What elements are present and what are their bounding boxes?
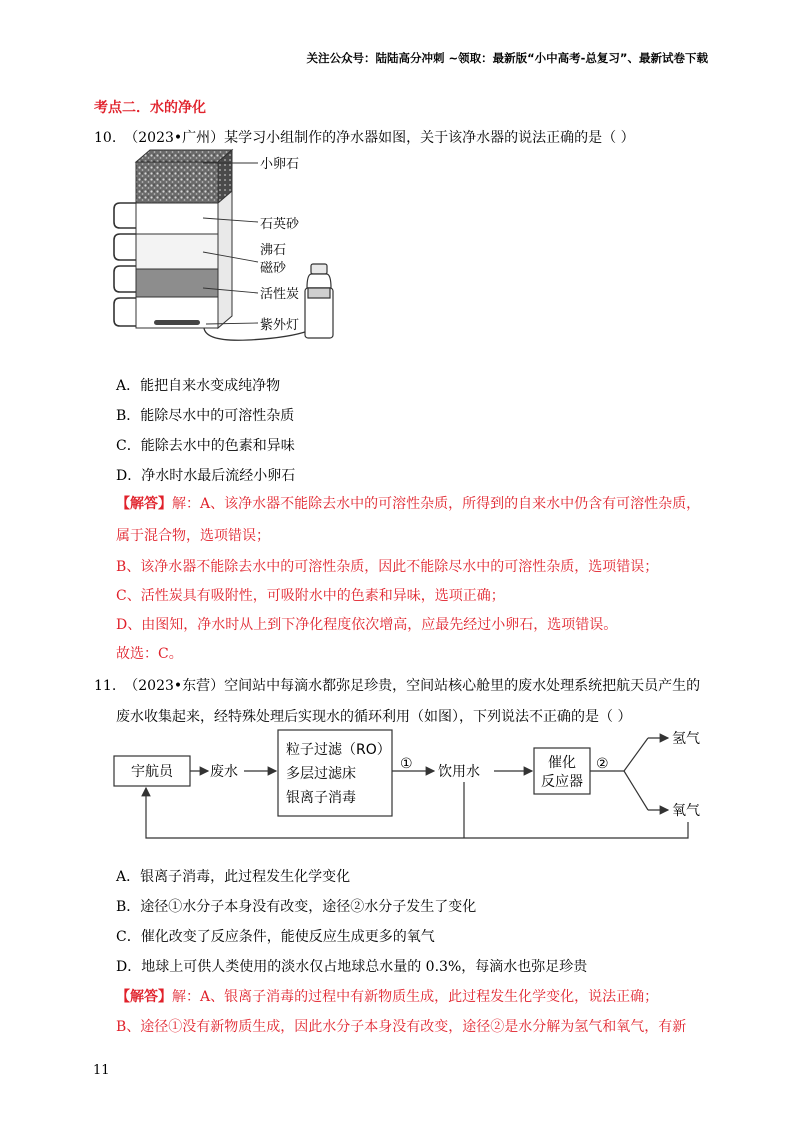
q10-answer-line-1: 【解答】解：A、该净水器不能除去水中的可溶性杂质，所得到的自来水中仍含有可溶性杂质， <box>116 496 701 512</box>
page-number: 11 <box>93 1063 110 1078</box>
process-line-3: 银离子消毒 <box>286 790 356 806</box>
astronaut-label: 宇航员 <box>131 764 173 780</box>
process-line-1: 粒子过滤（RO） <box>286 742 391 758</box>
q11-answer-line-2: B、途径①没有新物质生成，因此水分子本身没有改变，途径②是水分解为氢气和氧气，有新 <box>116 1019 687 1035</box>
side-handles <box>114 203 136 326</box>
q11-option-c: C．催化改变了反应条件，能使反应生成更多的氧气 <box>116 929 435 945</box>
page-header: 关注公众号：陆陆高分冲刺 ~领取：最新版“小中高考-总复习”、最新试卷下载 <box>306 51 708 65</box>
uv-lamp <box>154 320 200 325</box>
q10-option-a: A．能把自来水变成纯净物 <box>116 378 281 394</box>
label-activated-carbon: 活性炭 <box>260 287 300 302</box>
question-number: 11. <box>94 678 117 694</box>
label-quartz-sand: 石英砂 <box>260 217 300 232</box>
reactor-line-1: 催化 <box>548 755 576 771</box>
label-pebbles: 小卵石 <box>260 157 300 172</box>
q11-option-b: B．途径①水分子本身没有改变，途径②水分子发生了变化 <box>116 899 477 915</box>
q11-option-a: A．银离子消毒，此过程发生化学变化 <box>116 869 351 885</box>
oxygen-label: 氧气 <box>672 803 700 819</box>
water-purifier-figure <box>108 148 348 353</box>
q10-answer-line-3: B、该净水器不能除去水中的可溶性杂质，因此不能除尽水中的可溶性杂质，选项错误； <box>116 559 659 575</box>
question-11-stem <box>94 675 700 695</box>
q10-answer-line-4: C、活性炭具有吸附性，可吸附水中的色素和异味，选项正确； <box>116 588 505 604</box>
q11-option-d: D．地球上可供人类使用的淡水仅占地球总水量的 0.3%，每滴水也弥足珍贵 <box>116 959 588 975</box>
question-text: （2023•东营）空间站中每滴水都弥足珍贵，空间站核心舱里的废水处理系统把航天员产生的 <box>124 678 701 694</box>
answer-tag: 【解答】 <box>116 496 172 512</box>
q11-answer-line-1: 【解答】解：A、银离子消毒的过程中有新物质生成，此过程发生化学变化，说法正确； <box>116 989 659 1005</box>
q10-answer-line-2: 属于混合物，选项错误； <box>116 528 270 544</box>
q10-option-c: C．能除去水中的色素和异味 <box>116 438 295 454</box>
q10-answer-line-6: 故选：C。 <box>116 646 183 662</box>
process-line-2: 多层过滤床 <box>286 766 356 782</box>
water-recycling-diagram <box>112 726 712 846</box>
section-title: 考点二．水的净化 <box>94 100 206 116</box>
q10-option-d: D．净水时水最后流经小卵石 <box>116 468 296 484</box>
question-10-stem <box>94 127 635 147</box>
question-number: 10. <box>94 130 117 146</box>
label-zeolite: 沸石 <box>260 243 287 258</box>
route-2-marker: ② <box>596 756 609 772</box>
label-magnetic-sand: 磁砂 <box>260 261 287 276</box>
question-11-stem-line-2: 废水收集起来，经特殊处理后实现水的循环利用（如图），下列说法不正确的是（ ） <box>116 709 632 725</box>
question-text: （2023•广州）某学习小组制作的净水器如图，关于该净水器的说法正确的是（ ） <box>124 130 635 146</box>
q10-answer-line-5: D、由图知，净水时从上到下净化程度依次增高，应最先经过小卵石，选项错误。 <box>116 617 618 633</box>
q10-option-b: B．能除尽水中的可溶性杂质 <box>116 408 295 424</box>
answer-tag: 【解答】 <box>116 989 172 1005</box>
label-uv-lamp: 紫外灯 <box>260 318 300 333</box>
hydrogen-label: 氢气 <box>672 731 700 747</box>
drinking-water-label: 饮用水 <box>438 764 480 780</box>
water-bottle <box>305 264 333 338</box>
route-1-marker: ① <box>400 756 413 772</box>
reactor-line-2: 反应器 <box>541 774 583 790</box>
waste-water-label: 废水 <box>210 764 238 780</box>
